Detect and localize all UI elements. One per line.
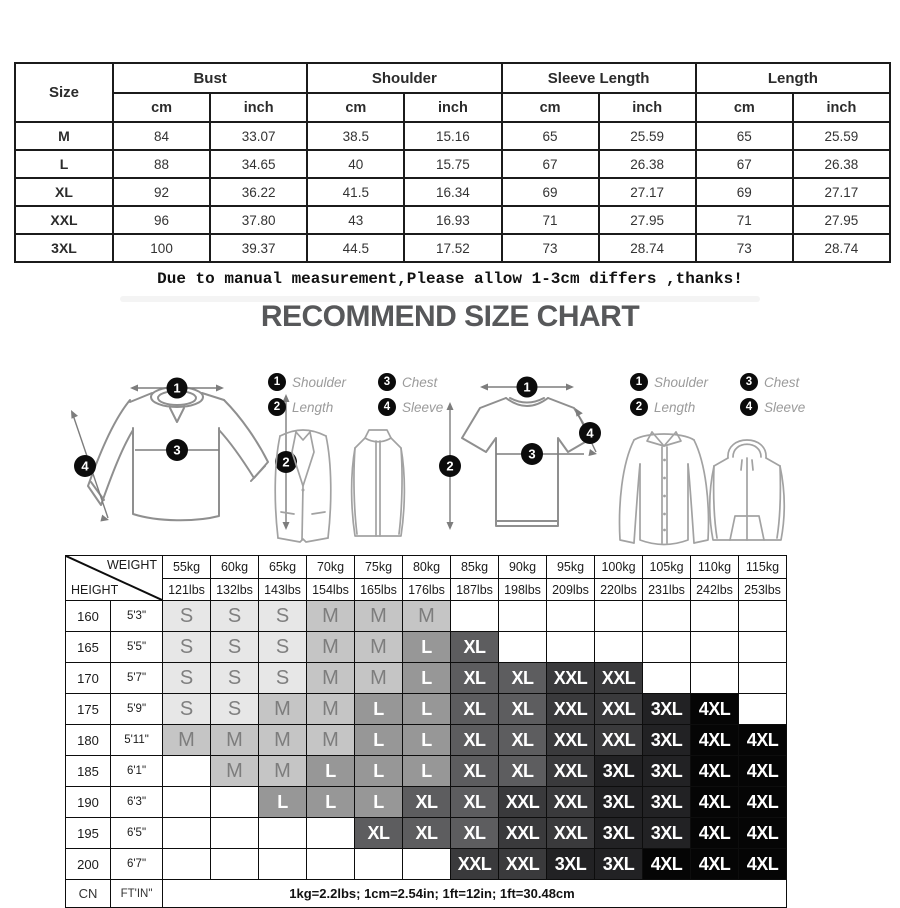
matrix-cell-m: M	[307, 725, 355, 756]
matrix-cell-l: L	[355, 725, 403, 756]
measure-cell: 71	[502, 206, 599, 234]
legend-item-shoulder: 1 Shoulder	[630, 373, 726, 391]
unit-inch-header: inch	[210, 93, 307, 122]
matrix-cell-m: M	[307, 632, 355, 663]
legend-number-badge: 2	[268, 398, 286, 416]
matrix-cell-xxl: XXL	[595, 663, 643, 694]
matrix-cell-m: M	[307, 663, 355, 694]
matrix-cell-empty	[307, 849, 355, 880]
weight-lbs-header: 187lbs	[451, 579, 499, 601]
size-row-label: L	[15, 150, 113, 178]
matrix-cell-xxl: XXL	[595, 725, 643, 756]
matrix-cell-3xl: 3XL	[595, 787, 643, 818]
matrix-cell-l: L	[355, 694, 403, 725]
legend-number-badge: 2	[630, 398, 648, 416]
matrix-cell-l: L	[403, 663, 451, 694]
unit-ftin-label: FT'IN"	[111, 880, 163, 908]
matrix-cell-m: M	[403, 601, 451, 632]
matrix-cell-s: S	[211, 663, 259, 694]
height-ftin-cell: 5'9"	[111, 694, 163, 725]
weight-axis-label: WEIGHT	[107, 558, 157, 572]
matrix-cell-l: L	[403, 632, 451, 663]
height-cm-cell: 185	[66, 756, 111, 787]
measure-cell: 34.65	[210, 150, 307, 178]
measure-cell: 37.80	[210, 206, 307, 234]
matrix-cell-l: L	[403, 756, 451, 787]
matrix-cell-s: S	[211, 601, 259, 632]
matrix-cell-xxl: XXL	[499, 787, 547, 818]
matrix-cell-4xl: 4XL	[691, 725, 739, 756]
size-matrix-head	[66, 556, 787, 601]
measure-cell: 44.5	[307, 234, 404, 262]
measure-cell: 65	[502, 122, 599, 150]
size-row-label: XXL	[15, 206, 113, 234]
weight-height-axis-cell	[66, 556, 163, 601]
svg-text:3: 3	[173, 442, 181, 458]
matrix-cell-empty	[739, 632, 787, 663]
matrix-cell-m: M	[211, 725, 259, 756]
page-title: RECOMMEND SIZE CHART	[260, 300, 640, 333]
height-ftin-cell: 6'3"	[111, 787, 163, 818]
matrix-cell-4xl: 4XL	[691, 787, 739, 818]
matrix-cell-empty	[403, 849, 451, 880]
blazer-icon	[266, 424, 340, 546]
legend-number-badge: 4	[378, 398, 396, 416]
measure-group-header: Bust	[113, 63, 307, 93]
measure-cell: 73	[502, 234, 599, 262]
matrix-cell-empty	[547, 632, 595, 663]
matrix-cell-s: S	[163, 601, 211, 632]
legend-number-badge: 3	[740, 373, 758, 391]
matrix-cell-xl: XL	[451, 787, 499, 818]
matrix-cell-xl: XL	[451, 725, 499, 756]
legend-item-length: 2 Length	[630, 398, 726, 416]
matrix-cell-empty	[643, 663, 691, 694]
height-cm-cell: 180	[66, 725, 111, 756]
height-cm-cell: 200	[66, 849, 111, 880]
measure-row	[15, 122, 890, 150]
measure-legend-right	[630, 373, 805, 416]
matrix-cell-xxl: XXL	[547, 787, 595, 818]
measure-cell: 27.17	[793, 178, 890, 206]
height-cm-cell: 190	[66, 787, 111, 818]
matrix-cell-empty	[163, 756, 211, 787]
matrix-cell-4xl: 4XL	[691, 818, 739, 849]
matrix-cell-empty	[163, 818, 211, 849]
unit-cm-header: cm	[113, 93, 210, 122]
matrix-cell-xxl: XXL	[547, 694, 595, 725]
matrix-row	[66, 756, 787, 787]
height-ftin-cell: 6'1"	[111, 756, 163, 787]
matrix-cell-4xl: 4XL	[691, 756, 739, 787]
matrix-cell-empty	[643, 632, 691, 663]
measure-cell: 38.5	[307, 122, 404, 150]
matrix-cell-4xl: 4XL	[643, 849, 691, 880]
measure-cell: 15.16	[404, 122, 501, 150]
matrix-cell-m: M	[355, 601, 403, 632]
matrix-cell-xxl: XXL	[547, 756, 595, 787]
measure-cell: 17.52	[404, 234, 501, 262]
matrix-cell-s: S	[211, 632, 259, 663]
matrix-cell-l: L	[307, 756, 355, 787]
marker-1-shoulder	[517, 377, 538, 398]
matrix-cell-empty	[259, 849, 307, 880]
matrix-cell-xxl: XXL	[451, 849, 499, 880]
measure-cell: 28.74	[599, 234, 696, 262]
matrix-cell-empty	[499, 632, 547, 663]
height-ftin-cell: 5'3"	[111, 601, 163, 632]
marker-3-chest	[521, 443, 543, 465]
measure-cell: 33.07	[210, 122, 307, 150]
svg-text:2: 2	[282, 454, 290, 470]
measure-cell: 27.95	[599, 206, 696, 234]
weight-kg-header: 60kg	[211, 556, 259, 579]
conversion-formula: 1kg=2.2lbs; 1cm=2.54in; 1ft=12in; 1ft=30.48cm	[163, 880, 787, 908]
weight-kg-header: 85kg	[451, 556, 499, 579]
svg-text:1: 1	[173, 380, 181, 396]
matrix-cell-xl: XL	[451, 818, 499, 849]
matrix-cell-3xl: 3XL	[547, 849, 595, 880]
measure-cell: 73	[696, 234, 793, 262]
marker-4-sleeve	[74, 455, 96, 477]
matrix-cell-s: S	[259, 601, 307, 632]
marker-1-shoulder	[167, 378, 188, 399]
matrix-footer-row	[66, 880, 787, 908]
unit-cm-header: cm	[502, 93, 599, 122]
matrix-cell-empty	[355, 849, 403, 880]
measurement-table	[14, 62, 891, 263]
height-cm-cell: 160	[66, 601, 111, 632]
matrix-cell-empty	[643, 601, 691, 632]
matrix-cell-empty	[691, 663, 739, 694]
size-row-label: 3XL	[15, 234, 113, 262]
matrix-cell-s: S	[163, 632, 211, 663]
matrix-cell-empty	[259, 818, 307, 849]
matrix-cell-xxl: XXL	[499, 818, 547, 849]
weight-lbs-header: 121lbs	[163, 579, 211, 601]
measure-group-header: Shoulder	[307, 63, 501, 93]
weight-kg-header: 70kg	[307, 556, 355, 579]
matrix-cell-3xl: 3XL	[595, 756, 643, 787]
matrix-cell-empty	[595, 601, 643, 632]
measure-row	[15, 178, 890, 206]
matrix-cell-empty	[691, 601, 739, 632]
height-cm-cell: 175	[66, 694, 111, 725]
matrix-cell-empty	[691, 632, 739, 663]
matrix-cell-s: S	[163, 663, 211, 694]
legend-item-sleeve: 4 Sleeve	[378, 398, 443, 416]
matrix-cell-empty	[595, 632, 643, 663]
svg-text:4: 4	[586, 425, 594, 441]
measure-cell: 27.95	[793, 206, 890, 234]
legend-item-chest: 3 Chest	[740, 373, 805, 391]
weight-lbs-header: 220lbs	[595, 579, 643, 601]
unit-cm-header: cm	[307, 93, 404, 122]
weight-kg-header: 110kg	[691, 556, 739, 579]
matrix-cell-xl: XL	[403, 787, 451, 818]
measure-cell: 67	[502, 150, 599, 178]
measure-cell: 39.37	[210, 234, 307, 262]
matrix-cell-m: M	[307, 601, 355, 632]
weight-lbs-header: 253lbs	[739, 579, 787, 601]
matrix-row	[66, 787, 787, 818]
matrix-cell-m: M	[355, 663, 403, 694]
svg-text:2: 2	[446, 458, 454, 474]
weight-kg-header: 95kg	[547, 556, 595, 579]
matrix-cell-xl: XL	[499, 694, 547, 725]
height-ftin-cell: 6'7"	[111, 849, 163, 880]
matrix-cell-4xl: 4XL	[739, 849, 787, 880]
measure-cell: 15.75	[404, 150, 501, 178]
garment-diagrams-section	[0, 370, 900, 552]
matrix-cell-3xl: 3XL	[643, 725, 691, 756]
measure-cell: 27.17	[599, 178, 696, 206]
matrix-cell-m: M	[259, 694, 307, 725]
weight-lbs-header: 198lbs	[499, 579, 547, 601]
height-cm-cell: 165	[66, 632, 111, 663]
legend-number-badge: 1	[268, 373, 286, 391]
matrix-cell-empty	[739, 663, 787, 694]
weight-kg-header: 90kg	[499, 556, 547, 579]
matrix-cell-xxl: XXL	[547, 725, 595, 756]
matrix-row	[66, 663, 787, 694]
measure-cell: 36.22	[210, 178, 307, 206]
measure-cell: 26.38	[793, 150, 890, 178]
matrix-cell-xl: XL	[355, 818, 403, 849]
height-cm-cell: 195	[66, 818, 111, 849]
weight-kg-header: 75kg	[355, 556, 403, 579]
legend-number-badge: 1	[630, 373, 648, 391]
weight-lbs-header: 132lbs	[211, 579, 259, 601]
measure-cell: 41.5	[307, 178, 404, 206]
measure-group-header: Length	[696, 63, 890, 93]
measure-cell: 88	[113, 150, 210, 178]
weight-kg-header: 55kg	[163, 556, 211, 579]
matrix-cell-3xl: 3XL	[643, 756, 691, 787]
measurement-table-section	[14, 62, 891, 263]
unit-inch-header: inch	[599, 93, 696, 122]
unit-cn-label: CN	[66, 880, 111, 908]
marker-3-chest	[166, 439, 188, 461]
size-matrix-table	[65, 555, 787, 908]
measure-cell: 69	[502, 178, 599, 206]
matrix-cell-3xl: 3XL	[643, 694, 691, 725]
matrix-cell-xl: XL	[499, 663, 547, 694]
measure-cell: 69	[696, 178, 793, 206]
unit-inch-header: inch	[404, 93, 501, 122]
legend-item-length: 2 Length	[268, 398, 364, 416]
svg-text:1: 1	[523, 379, 531, 395]
matrix-cell-3xl: 3XL	[595, 818, 643, 849]
matrix-row	[66, 818, 787, 849]
matrix-row	[66, 694, 787, 725]
matrix-cell-4xl: 4XL	[691, 694, 739, 725]
matrix-cell-empty	[739, 694, 787, 725]
zip-jacket-icon	[341, 426, 415, 544]
matrix-cell-xxl: XXL	[547, 818, 595, 849]
matrix-cell-3xl: 3XL	[595, 849, 643, 880]
size-matrix-body	[66, 601, 787, 880]
marker-2-length	[439, 455, 461, 477]
measure-cell: 25.59	[599, 122, 696, 150]
height-axis-label: HEIGHT	[71, 583, 119, 597]
weight-lbs-header: 165lbs	[355, 579, 403, 601]
matrix-cell-xl: XL	[451, 632, 499, 663]
matrix-cell-m: M	[259, 756, 307, 787]
height-ftin-cell: 5'7"	[111, 663, 163, 694]
matrix-cell-xl: XL	[499, 725, 547, 756]
matrix-cell-4xl: 4XL	[739, 725, 787, 756]
matrix-cell-l: L	[355, 787, 403, 818]
matrix-cell-m: M	[211, 756, 259, 787]
matrix-cell-empty	[547, 601, 595, 632]
matrix-cell-xl: XL	[451, 756, 499, 787]
legend-number-badge: 3	[378, 373, 396, 391]
measure-cell: 28.74	[793, 234, 890, 262]
matrix-cell-l: L	[403, 725, 451, 756]
matrix-cell-3xl: 3XL	[643, 787, 691, 818]
measure-cell: 26.38	[599, 150, 696, 178]
matrix-cell-4xl: 4XL	[739, 756, 787, 787]
matrix-cell-empty	[739, 601, 787, 632]
matrix-row	[66, 849, 787, 880]
marker-4-sleeve	[579, 422, 601, 444]
measure-cell: 16.93	[404, 206, 501, 234]
weight-kg-header: 100kg	[595, 556, 643, 579]
matrix-cell-xl: XL	[451, 694, 499, 725]
matrix-cell-4xl: 4XL	[691, 849, 739, 880]
weight-kg-header: 115kg	[739, 556, 787, 579]
weight-kg-header: 65kg	[259, 556, 307, 579]
matrix-cell-l: L	[307, 787, 355, 818]
weight-lbs-header: 154lbs	[307, 579, 355, 601]
matrix-cell-m: M	[355, 632, 403, 663]
weight-kg-header: 105kg	[643, 556, 691, 579]
measure-cell: 67	[696, 150, 793, 178]
measure-cell: 84	[113, 122, 210, 150]
legend-number-badge: 4	[740, 398, 758, 416]
svg-text:4: 4	[81, 458, 89, 474]
size-row-label: XL	[15, 178, 113, 206]
matrix-cell-empty	[499, 601, 547, 632]
matrix-row	[66, 632, 787, 663]
measure-cell: 25.59	[793, 122, 890, 150]
height-ftin-cell: 5'11"	[111, 725, 163, 756]
matrix-cell-xxl: XXL	[595, 694, 643, 725]
measurement-table-body	[15, 122, 890, 262]
measure-row	[15, 234, 890, 262]
matrix-cell-4xl: 4XL	[739, 787, 787, 818]
matrix-cell-xxl: XXL	[547, 663, 595, 694]
matrix-cell-l: L	[355, 756, 403, 787]
tshirt-diagram-icon	[440, 378, 630, 546]
measure-row	[15, 150, 890, 178]
measure-group-header: Sleeve Length	[502, 63, 696, 93]
measure-cell: 16.34	[404, 178, 501, 206]
matrix-row	[66, 601, 787, 632]
matrix-cell-m: M	[307, 694, 355, 725]
unit-inch-header: inch	[793, 93, 890, 122]
matrix-cell-4xl: 4XL	[739, 818, 787, 849]
matrix-cell-s: S	[211, 694, 259, 725]
measure-cell: 100	[113, 234, 210, 262]
measure-cell: 96	[113, 206, 210, 234]
weight-lbs-header: 143lbs	[259, 579, 307, 601]
matrix-cell-empty	[211, 787, 259, 818]
matrix-cell-empty	[163, 787, 211, 818]
matrix-cell-empty	[307, 818, 355, 849]
matrix-cell-empty	[211, 818, 259, 849]
matrix-cell-empty	[211, 849, 259, 880]
unit-cm-header: cm	[696, 93, 793, 122]
measure-cell: 92	[113, 178, 210, 206]
svg-text:3: 3	[528, 446, 536, 462]
legend-item-chest: 3 Chest	[378, 373, 443, 391]
matrix-cell-xl: XL	[403, 818, 451, 849]
measure-cell: 43	[307, 206, 404, 234]
matrix-cell-empty	[163, 849, 211, 880]
weight-lbs-header: 209lbs	[547, 579, 595, 601]
measure-legend-left	[268, 373, 443, 416]
matrix-cell-xxl: XXL	[499, 849, 547, 880]
matrix-cell-s: S	[259, 663, 307, 694]
weight-lbs-header: 231lbs	[643, 579, 691, 601]
size-matrix-foot	[66, 880, 787, 908]
hoodie-icon	[700, 424, 794, 548]
matrix-cell-l: L	[403, 694, 451, 725]
matrix-cell-m: M	[259, 725, 307, 756]
matrix-cell-s: S	[259, 632, 307, 663]
size-row-label: M	[15, 122, 113, 150]
matrix-cell-m: M	[163, 725, 211, 756]
weight-lbs-header: 242lbs	[691, 579, 739, 601]
measurement-table-head	[15, 63, 890, 122]
matrix-cell-s: S	[163, 694, 211, 725]
legend-item-shoulder: 1 Shoulder	[268, 373, 364, 391]
size-matrix-section	[65, 555, 787, 908]
weight-kg-header: 80kg	[403, 556, 451, 579]
matrix-cell-xl: XL	[451, 663, 499, 694]
matrix-cell-xl: XL	[499, 756, 547, 787]
measurement-note: Due to manual measurement,Please allow 1-3cm differs ,thanks!	[157, 270, 743, 288]
measure-cell: 40	[307, 150, 404, 178]
size-column-header: Size	[15, 63, 113, 122]
height-cm-cell: 170	[66, 663, 111, 694]
matrix-row	[66, 725, 787, 756]
measure-cell: 65	[696, 122, 793, 150]
measure-cell: 71	[696, 206, 793, 234]
height-ftin-cell: 5'5"	[111, 632, 163, 663]
measure-row	[15, 206, 890, 234]
height-ftin-cell: 6'5"	[111, 818, 163, 849]
weight-lbs-header: 176lbs	[403, 579, 451, 601]
legend-item-sleeve: 4 Sleeve	[740, 398, 805, 416]
matrix-cell-empty	[451, 601, 499, 632]
matrix-cell-l: L	[259, 787, 307, 818]
matrix-cell-3xl: 3XL	[643, 818, 691, 849]
